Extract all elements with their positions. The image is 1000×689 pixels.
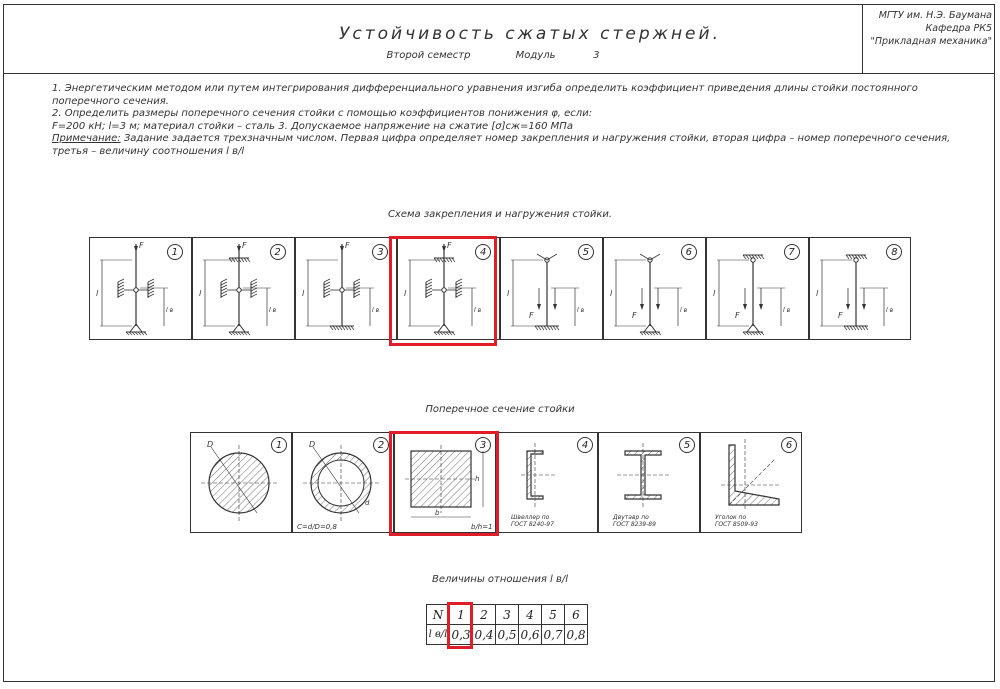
task-line-2: 2. Определить размеры поперечного сечения стойки с помощью коэффициентов понижения φ, если: [52,108,593,119]
scheme-panel-8[interactable] [809,237,912,340]
scheme-number: 6 [681,244,697,260]
length-label: l [198,289,202,298]
ratio-table [426,604,588,645]
length-label: l [712,289,716,298]
inner-diameter-label: d [365,499,370,507]
force-label: F [529,311,534,320]
hinge [442,288,446,292]
section-panel-4[interactable] [496,432,598,533]
support-hatch [148,279,154,298]
title-block-divider [862,4,863,73]
ratio-head-cell: 4 [519,605,542,625]
scheme-panel-7[interactable] [706,237,809,340]
support-hatch [844,326,868,330]
angle-section [729,445,779,505]
ratio-value-cell: 0,5 [496,625,519,645]
hinge [134,288,138,292]
ratio-header-row [427,605,588,625]
section-panel-5[interactable] [598,432,700,533]
note-label: Примечание: [52,133,121,144]
support-hatch [251,279,257,298]
sub-length-label: l в [474,307,482,314]
support-hatch [354,279,360,298]
ratio-value-cell: 0,3 [450,625,473,645]
scheme-number: 7 [784,244,800,260]
ratio-value-cell: l в/l [427,625,450,645]
hinge [237,288,241,292]
force-label: F [344,241,350,250]
section-number: 3 [475,437,491,453]
org-line-2: Кафедра РК5 [925,23,992,34]
ratio-value-row [427,625,588,645]
section-caption: Двутавр по [613,514,649,521]
force-label: F [734,311,740,320]
length-label: l [609,289,613,298]
section-number: 1 [271,437,287,453]
sub-length-label: l в [885,307,893,314]
hinge [339,288,343,292]
support-hatch [126,332,147,335]
scheme-number: 4 [475,244,491,260]
scheme-number: 1 [167,244,183,260]
task-text [52,83,957,158]
ratio-head-cell: 5 [542,605,565,625]
length-label: l [507,289,510,298]
support-hatch [426,279,432,298]
width-label: b [435,509,440,517]
support-hatch [456,279,462,298]
section-caption: ГОСТ 8509-93 [715,521,758,528]
ratio-value-cell: 0,7 [542,625,565,645]
force-label: F [837,311,843,320]
length-label: l [404,289,407,298]
sub-length-label: l в [166,307,174,314]
length-label: l [96,289,99,298]
section-caption: Швеллер по [511,514,550,521]
sections-title: Поперечное сечение стойки [425,404,575,415]
ratio-head-cell: N [427,605,450,625]
support-hatch [743,332,764,335]
scheme-panel-4[interactable] [397,237,500,340]
ratio-value-cell: 0,4 [473,625,496,645]
org-line-1: МГТУ им. Н.Э. Баумана [878,10,992,21]
section-panel-2[interactable] [292,432,394,533]
support-hatch [434,332,455,335]
page-title: Устойчивость сжатых стержней. [339,24,721,44]
sections-row [190,432,802,533]
length-label: l [301,289,304,298]
scheme-number: 5 [578,244,594,260]
ratio-head-cell: 2 [473,605,496,625]
sub-length-label: l в [371,307,379,314]
ratio-head-cell: 3 [496,605,519,625]
force-label: F [241,241,247,250]
scheme-panel-1[interactable] [89,237,192,340]
height-label: h [475,475,480,483]
section-number: 2 [373,437,389,453]
scheme-panel-6[interactable] [603,237,706,340]
sub-length-label: l в [268,307,276,314]
ratio-head-cell: 6 [565,605,588,625]
support-hatch [324,279,330,298]
support-hatch [330,326,354,330]
sub-length-label: l в [679,307,688,314]
section-number: 6 [781,437,797,453]
section-caption: b/h=1 [471,523,493,531]
length-label: l [815,289,818,298]
schemes-row [89,237,911,340]
task-line-3: F=200 кН; l=3 м; материал стойки – сталь 3. Допускаемое напряжение на сжатие [σ]сж=160 МПа [52,120,573,132]
diameter-label: D [207,440,214,449]
section-number: 5 [679,437,695,453]
section-panel-6[interactable] [700,432,802,533]
section-number: 4 [577,437,593,453]
support-hatch [118,279,124,298]
support-hatch [229,332,250,335]
ratio-head-cell: 1 [450,605,473,625]
module-text: Модуль [515,50,556,61]
semester-label: Второй семестр [386,50,471,61]
task-note [52,133,957,158]
task-line-1: 1. Энергетическим методом или путем интегрирования дифференциального уравнения изгиба определить коэффициент приведения длины стойки постоянного поперечного сечения. [52,83,918,107]
scheme-panel-2[interactable] [192,237,295,340]
section-panel-3[interactable] [394,432,496,533]
diameter-label: D [309,440,316,449]
scheme-number: 3 [372,244,388,260]
header-divider [3,73,995,74]
module-number: 3 [593,50,600,61]
section-caption: ГОСТ 8240-97 [511,521,554,528]
force-label: F [631,311,637,320]
org-line-3: "Прикладная механика" [870,36,992,47]
module-label [502,50,614,61]
scheme-panel-3[interactable] [295,237,398,340]
force-label: F [139,241,144,250]
sub-length-label: l в [782,307,790,314]
ratio-value-cell: 0,8 [565,625,588,645]
section-caption: ГОСТ 8239-89 [613,521,656,528]
ratio-value-cell: 0,6 [519,625,542,645]
subtitle [300,50,700,61]
section-caption: Уголок по [715,514,747,521]
scheme-number: 8 [886,244,902,260]
scheme-panel-5[interactable] [500,237,603,340]
support-hatch [535,326,559,330]
note-text: Задание задается трехзначным числом. Первая цифра определяет номер закрепления и нагружения стойки, вторая цифра – номер поперечного сечения, третья – величину соотношения l в/l [52,133,951,157]
force-label: F [447,241,452,250]
ratios-title: Величины отношения l в/l [431,574,569,585]
section-caption: C=d/D=0,8 [297,523,337,531]
support-hatch [221,279,227,298]
scheme-number: 2 [270,244,286,260]
org-block [868,9,992,48]
sub-length-label: l в [577,307,585,314]
section-panel-1[interactable] [190,432,292,533]
schemes-title: Схема закрепления и нагружения стойки. [387,209,613,220]
support-hatch [640,332,661,335]
